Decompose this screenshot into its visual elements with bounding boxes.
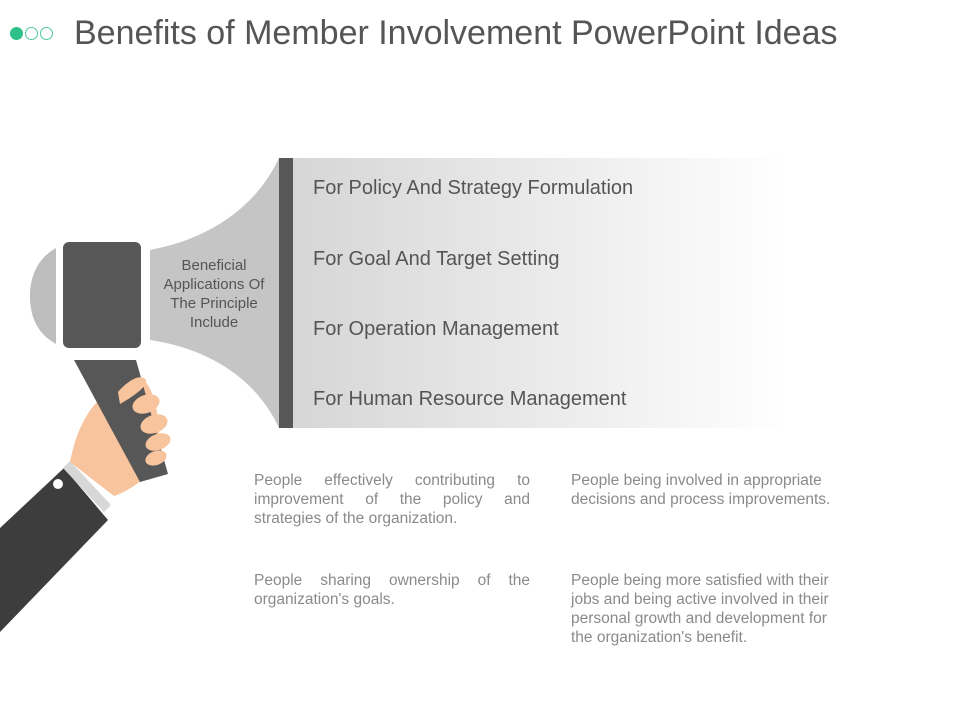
cuff-button-icon [53, 479, 63, 489]
application-item: For Goal And Target Setting [313, 248, 560, 270]
description-text: People being more satisfied with their jobs and being active involved in their personal growth and development for the organization's benefit. [571, 572, 829, 646]
application-item: For Human Resource Management [313, 388, 627, 410]
megaphone-back-cap-shape [30, 248, 56, 344]
page-title: Benefits of Member Involvement PowerPoint Ideas [74, 14, 838, 52]
application-item: For Operation Management [313, 318, 559, 340]
megaphone-body-shape [63, 242, 141, 348]
description-text: People being involved in appropriate decisions and process improvements. [571, 472, 831, 508]
description-text: People sharing ownership of the organization's goals. [254, 572, 530, 608]
megaphone-label: Beneficial Applications Of The Principle Include [163, 257, 265, 331]
description-text: People effectively contributing to improvement of the policy and strategies of the organization. [254, 472, 530, 527]
megaphone-mouth-shape [279, 158, 293, 428]
application-item: For Policy And Strategy Formulation [313, 177, 634, 199]
